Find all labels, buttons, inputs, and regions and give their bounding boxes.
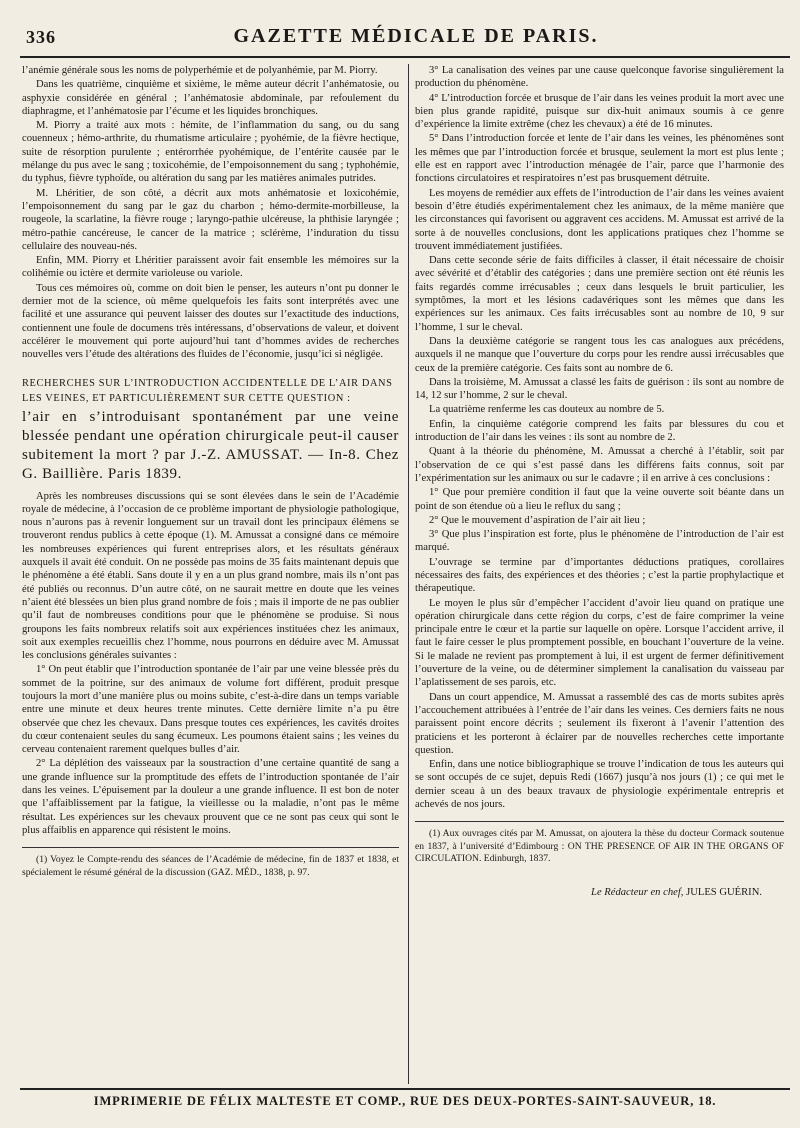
paragraph: La quatrième renferme les cas douteux au nombre de 5. [429,404,665,416]
footer-rule [20,1088,790,1090]
header-rule [20,56,790,58]
paragraph: Dans un court appendice, M. Amussat a rassemblé des cas de morts subites après l’accouchement attribuées à l’entrée de l’air dans les veines. Ces derniers faits ne nous paraissent point encore décrits ; seulement ils fixeront à l’avenir l’attention des praticiens et les porteront à éclairer par de nouvelles recherches cette importante question. [415,691,784,756]
paragraph: Enfin, MM. Piorry et Lhéritier paraissent avoir fait ensemble les mémoires sur la colihémie ou ictère et dermite varioleuse ou variole. [22,255,399,280]
left-column [22,64,399,879]
paragraph: Enfin, dans une notice bibliographique se trouve l’indication de tous les auteurs qui se sont occupés de ce sujet, depuis Redi (1667) jusqu’à nos jours (1) ; ce qui met le dernier sceau à un des beaux travaux de physiologie expérimentale entrepris et achevés de nos jours. [415,759,784,811]
printer-imprint: IMPRIMERIE DE FÉLIX MALTESTE ET COMP., RUE DES DEUX-PORTES-SAINT-SAUVEUR, 18. [93,1094,717,1108]
paragraph: M. Piorry a traité aux mots : hémite, de l’inflammation du sang, ou du sang couenneux ; hémo-arthrite, du rhumatisme articulaire ; pyohémie, de la fièvre hectique, suite de résorption purulente ; entérorrhée pyohémique, de l’entérite causée par le mélange du pus avec le sang ; toxicohémie, de l’empoisonnement du sang ; typhohémie, du typhus, fièvre typhoïde, ou altération du sang par les matières animales putrides. [22,120,399,185]
page-number: 336 [26,27,56,47]
right-column [415,64,784,899]
paragraph: Tous ces mémoires où, comme on doit bien le penser, les auteurs n’ont pu donner le dernier mot de la science, où même quelquefois les faits sont interprétés avec une facilité et une assurance qui peuvent laisser des doutes sur l’exactitude des inductions, contiennent une foule de documens très intéressans, d’observations de valeur, et doivent accélérer le mouvement qui porte aujourd’hui tant d’hommes avides de recherches nouvelles vers l’étude des altérations des fluides de l’économie, jusqu’ici si négligée. [22,282,399,361]
paragraph: 1° On peut établir que l’introduction spontanée de l’air par une veine blessée près du sommet de la poitrine, sur des animaux de volume fort différent, produit presque toujours la mort d’une manière plus ou moins subite, c’est-à-dire dans un temps variable entre une minute et deux heures trente minutes. Cette dernière limite n’a pu être observée que chez les chevaux. Dans presque toutes ces expériences, les cavités droites du cœur contenaient seules du sang écumeux. Les poumons étaient sains ; les veines du cerveau contenaient rarement quelques bulles d’air. [22,664,399,756]
paragraph: 3° La canalisation des veines par une cause quelconque favorise singulièrement la production du phénomène. [415,65,784,90]
page-header [26,18,786,48]
paragraph: 2° La déplétion des vaisseaux par la soustraction d’une certaine quantité de sang a une grande influence sur la promptitude des effets de l’introduction spontanée de l’air dans les veines. L’épuisement par la douleur a une grande influence. Il est bon de noter que l’affaiblissement par la fatigue, la vieillesse ou la maladie, n’ont pas le même résultat. Les expériences sur les chevaux prouvent que ce ne sont pas ceux qui sont le plus affaiblis en apparence qui résistent le moins. [22,758,399,836]
paragraph: Quant à la théorie du phénomène, M. Amussat a cherché à l’établir, soit par l’observation de ce qui s’est passé dans les différens faits connus, soit par l’expérimentation sur les animaux ou sur le cadavre ; il en arrive à ces conclusions : [415,446,784,484]
review-heading-caps: RECHERCHES SUR L’INTRODUCTION ACCIDENTELLE DE L’AIR DANS LES VEINES, ET PARTICULIÈREMENT SUR CETTE QUESTION : [22,377,393,404]
paragraph: l’anémie générale sous les noms de polyperhémie et de polyanhémie, par M. Piorry. [22,65,378,76]
footnote: (1) Aux ouvrages cités par M. Amussat, on ajoutera la thèse du docteur Cormack soutenue en 1837, à l’université d’Edimbourg : ON THE PRESENCE OF AIR IN THE ORGANS OF CIRCULATION. Edinburgh, 1837. [415,828,784,865]
paragraph: Après les nombreuses discussions qui se sont élevées dans le sein de l’Académie royale de médecine, à l’occasion de ce problème important de physiologie pathologique, nous n’aurons pas à revenir longuement sur un travail dont les principaux élémens se trouveront rendus publics à cette époque (1). M. Amussat a consigné dans ce mémoire les nombreuses expériences qui furent entreprises alors, et les résultats généraux auxquels il avait été conduit. On ne possède pas moins de 35 faits maintenant depuis que le phénomène a été établi. Sans doute il y en a un plus grand nombre, mais ils n’ont pas été publiés ou reconnus. D’un autre côté, on ne saurait mettre en doute que les veines n’aient été blessées un bien plus grand nombre de fois ; mais il importe de ne pas oublier qu’il faut de nombreuses conditions pour que le phénomène se produise. Si nous groupons les faits nombreux relatifs soit aux expériences instituées chez les animaux, soit aux exemples recueillis chez l’homme, nous pourrons en déduire avec M. Amussat les conclusions générales suivantes : [22,490,399,662]
footnote-divider [22,847,399,848]
signature-label: Le Rédacteur en chef, [591,886,684,898]
page-title: GAZETTE MÉDICALE DE PARIS. [233,25,599,47]
footnote: (1) Voyez le Compte-rendu des séances de l’Académie de médecine, fin de 1837 et 1838, et spécialement le résumé général de la discussion (GAZ. MÉD., 1838, p. 97. [22,854,399,878]
signature-name: JULES GUÉRIN. [686,886,762,898]
paragraph: 5° Dans l’introduction forcée et lente de l’air dans les veines, les phénomènes sont les mêmes que par l’introduction forcée et brusque, seulement la mort est plus lente ; elle est en rapport avec l’introduction ménagée de l’air, parce que l’harmonie des fonctions circulatoires et respiratoires n’est pas brusquement détruite. [415,133,784,185]
paragraph: Les moyens de remédier aux effets de l’introduction de l’air dans les veines avaient besoin d’être étudiés expérimentalement chez les animaux, de la même manière que les circonstances qui favorisent ou aggravent ces accidens. M. Amussat est arrivé de la sorte à de nouvelles conclusions, dont les applications pratiques chez l’homme se trouvent immédiatement justifiées. [415,187,784,252]
footnote-divider [415,821,784,822]
review-heading [22,376,399,484]
paragraph: 4° L’introduction forcée et brusque de l’air dans les veines produit la mort avec une bien plus grande rapidité, puisque sur dix-huit animaux soumis à ce genre d’expérience la limite extrême (chez les chevaux) a été de 16 minutes. [415,92,784,131]
paragraph: Dans la troisième, M. Amussat a classé les faits de guérison : ils sont au nombre de 14, 12 sur l’homme, 2 sur le cheval. [415,376,784,402]
paragraph: 2° Que le mouvement d’aspiration de l’air ait lieu ; [429,514,646,526]
editor-signature [415,886,784,899]
paragraph: 1° Que pour première condition il faut que la veine ouverte soit béante dans un point de son étendue où a lieu le reflux du sang ; [415,487,784,512]
review-heading-title: l’air en s’introduisant spontanément par une veine blessée pendant une opération chirurgicale peut-il causer subitement la mort ? par J.-Z. AMUSSAT. — In-8. Chez G. Baillière. Paris 1839. [22,408,399,482]
paragraph: M. Lhéritier, de son côté, a décrit aux mots anhématosie et loxicohémie, l’empoisonnement du sang par le gaz du charbon ; hémo-dermite-morbilleuse, la rougeole, la scarlatine, la fièvre rouge ; laryngo-pathie ulcéreuse, la phthisie laryngée ; métro-pathie cancéreuse, le cancer de la matrice ; sclérème, l’induration du tissu cellulaire des nouveau-nés. [22,187,399,252]
paragraph: Enfin, la cinquième catégorie comprend les faits par blessures du cou et introduction de l’air dans les veines : ils sont au nombre de 2. [415,418,784,444]
paragraph: Dans la deuxième catégorie se rangent tous les cas analogues aux précédens, auxquels il ne manque que l’ouverture du corps pour les rendre aussi irrécusables que ceux de la première catégorie. Ces faits sont au nombre de 6. [415,335,784,374]
paragraph: Dans cette seconde série de faits difficiles à classer, il était nécessaire de choisir avec sévérité et d’établir des catégories ; dans une première section ont été réunis les faits regardés comme irrécusables ; ceux dans lesquels le bruit particulier, les symptômes, la mort et les lésions cadavériques sont les mêmes que dans les expériences sur les animaux. Ces faits irrécusables sont au nombre de 10, 9 sur l’homme, 1 sur le cheval. [415,255,784,333]
paragraph: Dans les quatrième, cinquième et sixième, le même auteur décrit l’anhématosie, ou asphyxie considérée en général ; l’anhématosie abdominale, par refoulement du diaphragme, et l’anhématosie par l’écume et les liquides bronchiques. [22,79,399,117]
paragraph: Le moyen le plus sûr d’empêcher l’accident d’avoir lieu quand on pratique une opération chirurgicale dans cette région du corps, c’est de faire comprimer la veine principale entre le cœur et la partie sur laquelle on opère. Lorsque l’accident arrive, il faut le faire cesser le plus promptement possible, en bouchant l’ouverture de la veine. Si le malade ne revient pas promptement à lui, il est urgent de fermer définitivement l’ouverture de la veine, ou de déterminer simplement la canalisation du vaisseau par l’aplatissement de ses parois, etc. [415,597,784,689]
paragraph: 3° Que plus l’inspiration est forte, plus le phénomène de l’introduction de l’air est marqué. [415,529,784,554]
column-divider [408,64,409,1084]
paragraph: L’ouvrage se termine par d’importantes déductions pratiques, corollaires nécessaires des faits, des expériences et des théories ; c’est la partie prophylactique et thérapeutique. [415,556,784,595]
